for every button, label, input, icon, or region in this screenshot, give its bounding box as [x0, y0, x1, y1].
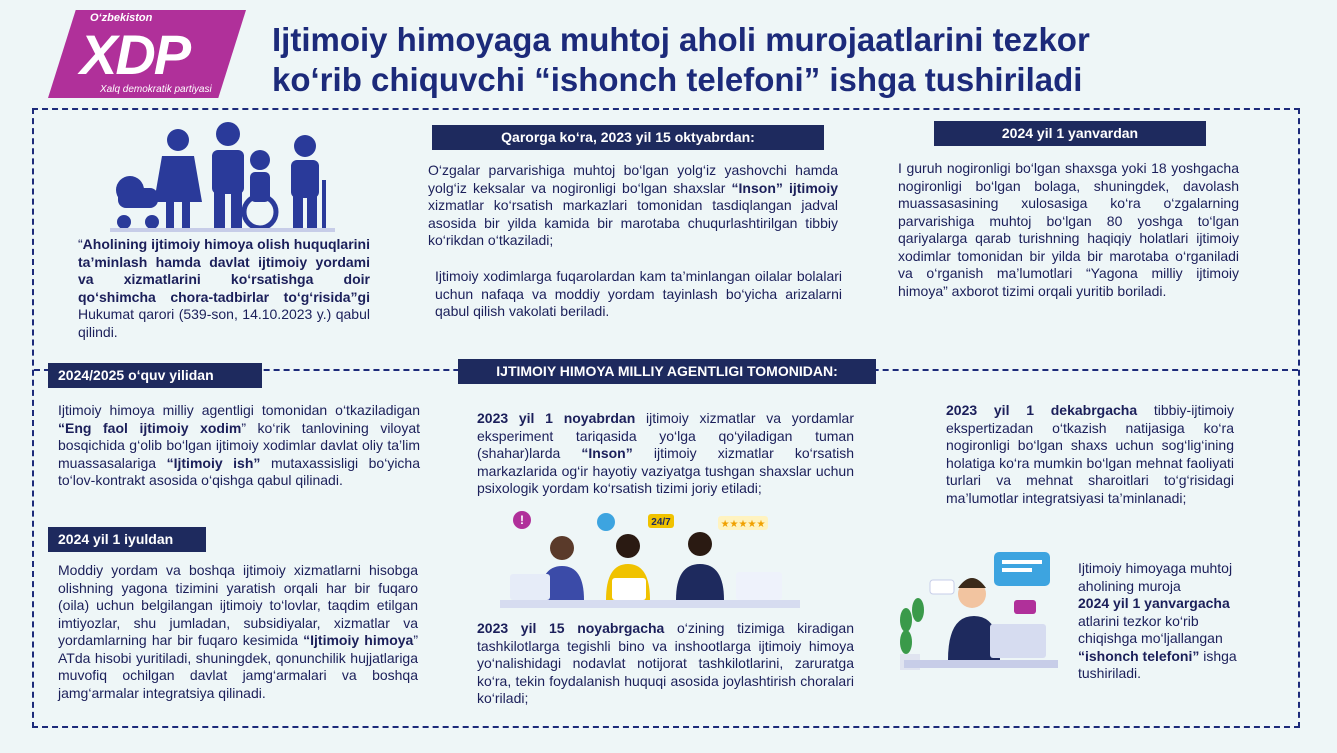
label-oct-2023: Qarorga ko‘ra, 2023 yil 15 oktyabrdan:: [432, 125, 824, 150]
label-jan-2024: 2024 yil 1 yanvardan: [934, 121, 1206, 146]
badge-24-7: 24/7: [651, 517, 671, 528]
nov1-paragraph: 2023 yil 1 noyabrdan ijtimoiy xizmatlar va yordamlar eksperiment tariqasida yo‘lga qo‘yiladigan tuman (shahar)larda “Inson” ijtimoiy xizmatlar ko‘rsatish markazlarida og‘ir hayotiy vaziyatga tushgan shaxslar uchun psixologik yordam ko‘rsatish tizimi joriy etiladi;: [477, 410, 855, 496]
svg-text:!: !: [520, 513, 524, 527]
dec1-paragraph: 2023 yil 1 dekabrgacha tibbiy-ijtimoiy ekspertizadan o‘tkazish natijasiga ko‘ra nogironligi bo‘lgan shaxs uchun sog‘lig‘ining holatiga ko‘ra mumkin bo‘lgan mehnat faoliyati turlari va mehnat sharoitlari to‘g‘risidagi ma’lumotlar integratsiyasi ta’minlanadi;: [946, 402, 1234, 506]
oct-paragraph-1: O‘zgalar parvarishiga muhtoj bo‘lgan yolg‘iz yashovchi hamda yolg‘iz keksalar va nogironligi bo‘lgan shaxslar “Inson” ijtimoiy xizmatlar ko‘rsatish markazlari tomonidan tasdiqlangan jadval asosida bir yilda kamida bir marotaba chuqurlashtirilgan tibbiy ko‘rikdan o‘tkaziladi;: [428, 162, 838, 248]
nov15-paragraph: 2023 yil 15 noyabrgacha o‘zining tizimiga kiradigan tashkilotlarga tegishli bino va inshootlarga ijtimoiy himoya yo‘nalishidagi nodavlat notijorat tashkilotlarini, zaruratga ko‘ra, tekin foydalanish huquqi asosida joylashtirish choralari ko‘riladi;: [477, 620, 854, 706]
jan-paragraph: I guruh nogironligi bo‘lgan shaxsga yoki 18 yoshgacha nogironligi bo‘lgan bolaga, shuningdek, davolash muassasasining xulosasiga ko‘ra o‘zgalarning parvarishiga muhtoj bo‘lgan 80 yoshga to‘lgan qariyalarga qarab turishning haqiqiy holatlari ijtimoiy xodimlar tomonidan bir yilda bir marotaba o‘rganiladi va o‘rganish ma’lumotlari “Yagona milliy ijtimoiy himoya” axborot tizimi orqali yuritib boriladi.: [898, 160, 1239, 299]
title-line-1: Ijtimoiy himoyaga muhtoj aholi murojaatlarini tezkor: [272, 21, 1090, 58]
page-title: [272, 20, 1312, 100]
hotline-operator-illustration: [894, 550, 1064, 680]
hotline-paragraph: Ijtimoiy himoyaga muhtoj aholining muroja 2024 yil 1 yanvargacha atlarini tezkor ko‘rib chiqishga mo‘ljallangan “ishonch telefoni” ishga tushiriladi.: [1078, 560, 1237, 681]
decree-text: “Aholining ijtimoiy himoya olish huquqlarini ta’minlash hamda davlat ijtimoiy yordami va xizmatlarini ko‘rsatishga doir qo‘shimcha chora-tadbirlar to‘g‘risida”gi Hukumat qarori (539-son, 14.10.2023 y.) qabul qilindi.: [78, 236, 370, 340]
family-disability-icon: [110, 120, 335, 232]
label-school-year: 2024/2025 o‘quv yilidan: [48, 363, 262, 388]
logo-top-text: O‘zbekiston: [90, 12, 153, 24]
school-paragraph: Ijtimoiy himoya milliy agentligi tomonidan o‘tkaziladigan “Eng faol ijtimoiy xodim” ko‘rik tanlovining viloyat bosqichida g‘olib bo‘lgan ijtimoiy xodimlar davlat oliy ta’lim muassasalariga “Ijtimoiy ish” mutaxassisligi bo‘yicha to‘lov-kontrakt asosida o‘qishga qabul qilinadi.: [58, 402, 421, 488]
agency-label: IJTIMOIY HIMOYA MILLIY AGENTLIGI TOMONIDAN:: [458, 359, 876, 384]
title-line-2: ko‘rib chiquvchi “ishonch telefoni” ishga tushiriladi: [272, 61, 1083, 98]
oct-paragraph-2: Ijtimoiy xodimlarga fuqarolardan kam ta’minlangan oilalar bolalari uchun nafaqa va moddiy yordam tayinlash bo‘yicha arizalarni qabul qilish vakolati beriladi.: [435, 268, 842, 319]
logo-bottom-text: Xalq demokratik partiyasi: [100, 84, 212, 95]
july-paragraph: Moddiy yordam va boshqa ijtimoiy xizmatlarni hisobga olishning yagona tizimini yaratish orqali har bir fuqaro (oila) uchun belgilangan ijtimoiy to‘lovlar, taqdim etilgan imtiyozlar, shu jumladan, subsidiyalar, xizmatlar va yordamlarning har bir fuqaro kesimida “Ijtimoiy himoya” ATda hisobi yuritiladi, shuningdek, qonunchilik hujjatlariga muvofiq ochilgan davlat jamg‘armalari va boshqa jamg‘armalar integratsiya qilinadi.: [58, 562, 418, 701]
call-center-illustration: [500, 508, 800, 608]
label-july-2024: 2024 yil 1 iyuldan: [48, 527, 206, 552]
logo-mark: XDP: [80, 23, 190, 86]
rating-stars: ★★★★★: [720, 519, 766, 530]
